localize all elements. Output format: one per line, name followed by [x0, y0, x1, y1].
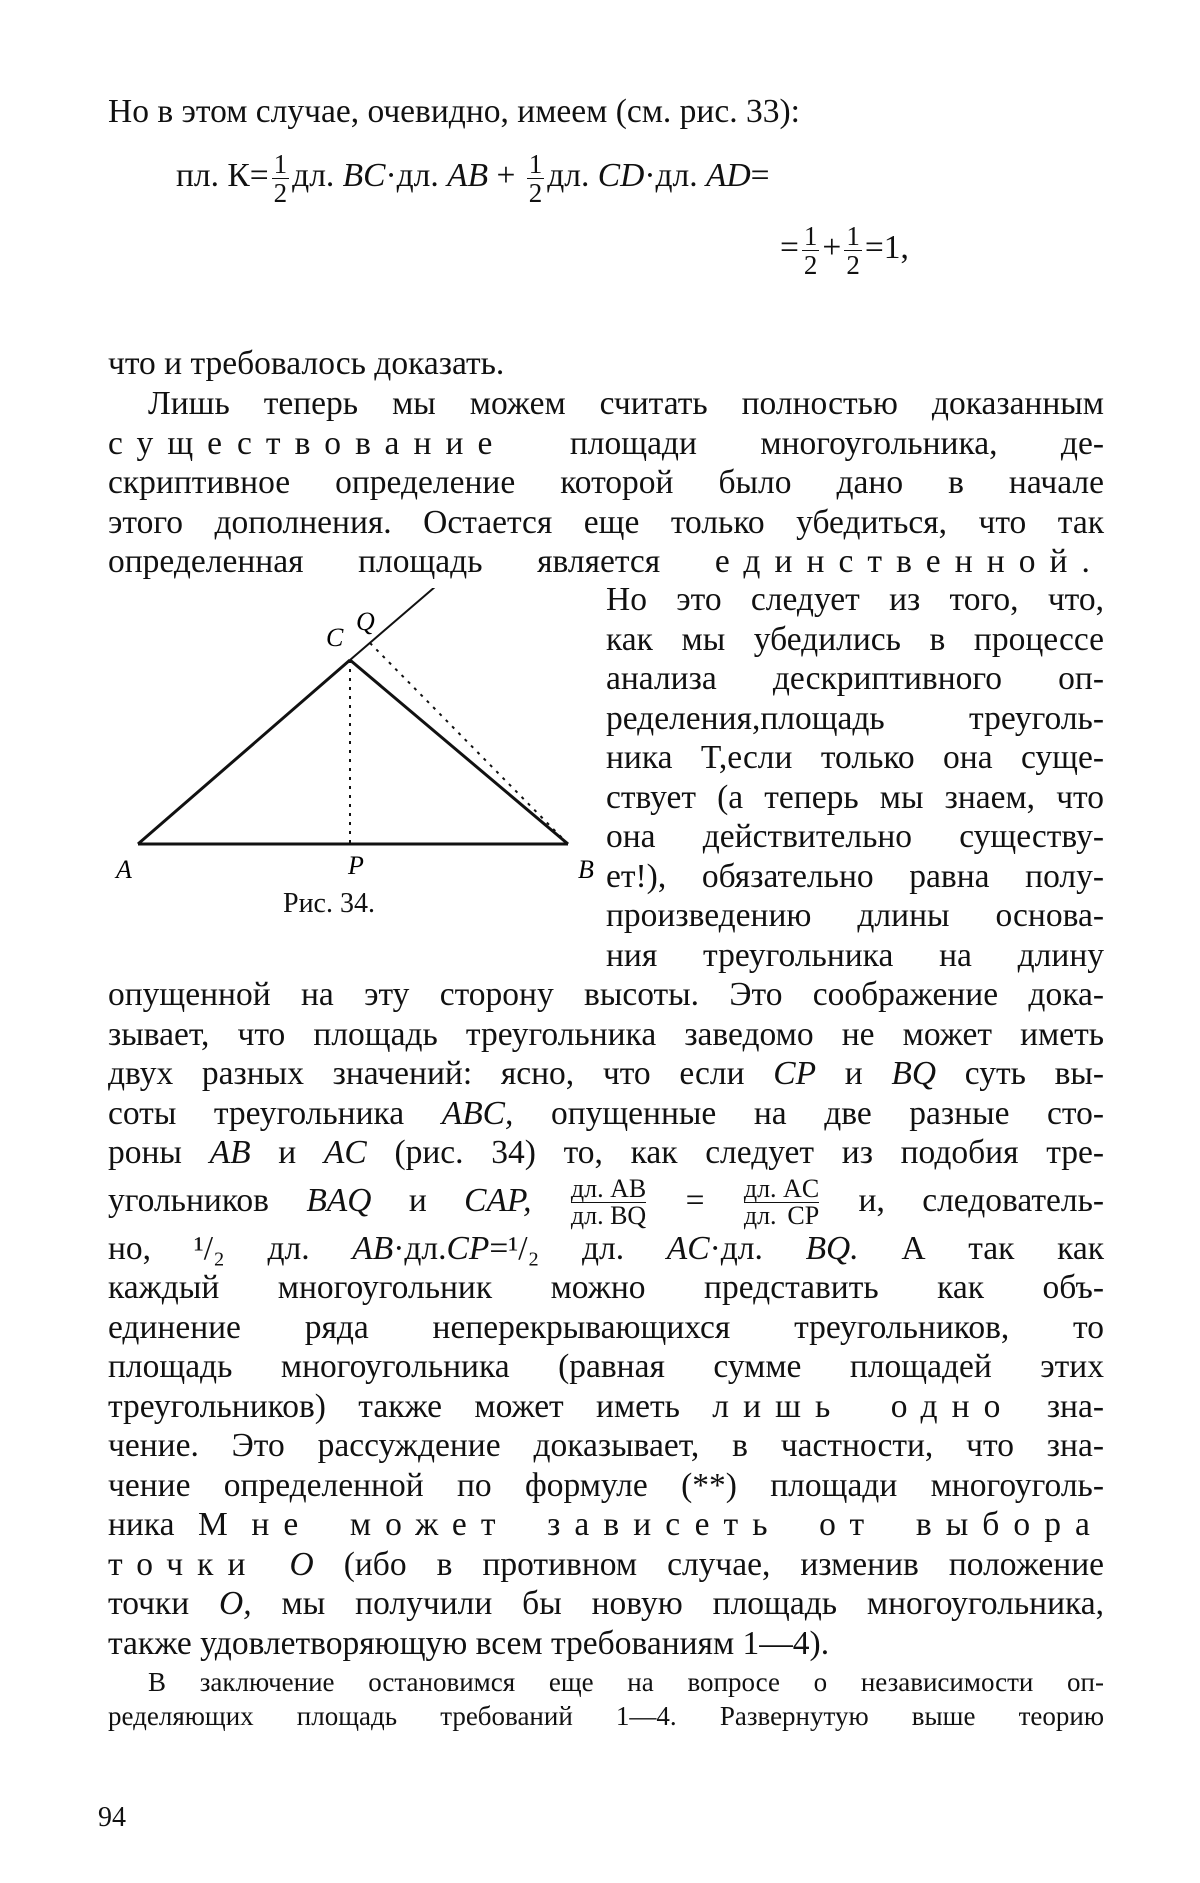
ratio-right: дл. AC дл. CP	[743, 1174, 820, 1231]
area-formula-line1: пл. К= $\frac{1}{2}$ дл. BC·дл. AB + $\frac{1}{2}$ дл. CD·дл. AD=	[176, 149, 770, 208]
fraction-half: $\frac{1}{2}$	[528, 149, 543, 208]
figure-caption: Рис. 34.	[283, 888, 375, 919]
fraction-half: $\frac{1}{2}$	[803, 221, 818, 280]
fraction-half: $\frac{1}{2}$	[273, 149, 288, 208]
label-a: A	[116, 855, 132, 884]
area-formula-line2: = $\frac{1}{2}$ + $\frac{1}{2}$ =1,	[780, 221, 909, 280]
label-c: C	[326, 623, 344, 652]
small-print-paragraph: В заключение остановимся еще на вопросе о независимости оп- ределяющих площадь требований 1—4. Развернутую выше теорию	[108, 1667, 1104, 1731]
altitude-bq	[370, 643, 568, 844]
ratio-left: дл. AB дл. BQ	[570, 1174, 647, 1231]
side-ac	[138, 660, 350, 844]
label-p: P	[348, 851, 364, 880]
label-b: B	[578, 855, 594, 884]
fraction-half: $\frac{1}{2}$	[846, 221, 860, 280]
side-cb	[350, 660, 568, 844]
wide-text-block: опущенной на эту сторону высоты. Это соображение дока- зывает, что площадь треугольника заведомо не может иметь двух разных значений: ясно, что если CP и BQ суть вы- соты треугольника ABC, опущенные на две разные сто- роны AB и AC (рис. 34) то, как следует из подобия тре- угольников BAQ и CAP, дл. AB дл. BQ = дл. AC дл. CP и, следователь- но, ¹/₂ дл. AB·дл.CP=¹/₂ дл. AC·дл. BQ. А так как каждый многоугольник можно представить как объ- единение ряда неперекрывающихся треугольников, то площадь многоугольника (равная сумме площадей этих треугольников) также может иметь лишь одно зна- чение. Это рассуждение доказывает, в частности, что зна- чение определенной по формуле (**) площади многоуголь- ника M не может зависеть от выбора точки O (ибо в противном случае, изменив положение точки O, мы получили бы новую площадь многоугольника, также удовлетворяющую всем требованиям 1—4).	[108, 976, 1105, 1662]
paragraph-existence: Лишь теперь мы можем считать полностью доказанным существование площади многоугольника, де- скриптивное определение которой было дано в начале этого дополнения. Остается еще только убедиться, что так определенная площадь является единственной.	[108, 385, 1104, 580]
after-formula: что и требовалось доказать.	[108, 345, 505, 382]
intro-line: Но в этом случае, очевидно, имеем (см. рис. 33):	[108, 93, 800, 130]
label-q: Q	[356, 607, 375, 636]
narrow-text-column: Но это следует из того, что, как мы убедились в процессе анализа дескриптивного оп- ределения,площадь треуголь- ника T,если только она суще- ствует (а теперь мы знаем, что она действительно существу- ет!), обязательно равна полу- произведению длины основа- ния треугольника на длину	[606, 581, 1104, 974]
figure-34-triangle	[108, 588, 598, 928]
page-number: 94	[98, 1802, 126, 1833]
